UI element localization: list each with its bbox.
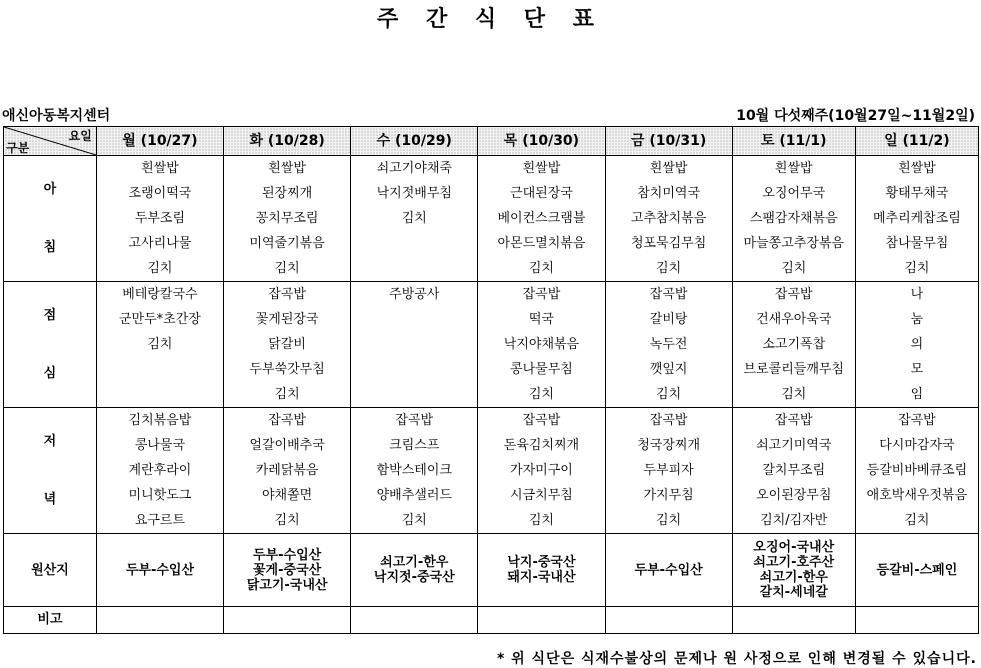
menu-row: [4, 408, 979, 434]
meal-label-top: 저: [43, 433, 57, 449]
menu-item: 김치/김자반: [732, 508, 855, 534]
menu-item: 콩나물국: [96, 433, 223, 458]
day-header: 월 (10/27): [96, 127, 223, 156]
menu-item: 떡국: [478, 307, 605, 332]
origin-line: 돼지-국내산: [507, 570, 576, 585]
center-name: 애신아동복지센터: [2, 108, 111, 124]
origin-row: [4, 534, 979, 607]
origin-line: 오징어-국내산: [753, 540, 835, 555]
menu-item: 두부피자: [605, 458, 732, 483]
menu-item: 고추참치볶음: [605, 206, 732, 231]
day-header: 목 (10/30): [478, 127, 605, 156]
note-cell: [732, 607, 855, 634]
menu-row: [4, 256, 979, 282]
menu-item: 미니핫도그: [96, 483, 223, 508]
note-cell: [224, 607, 351, 634]
corner-day-label: 요일: [68, 129, 92, 143]
menu-item: 눔: [855, 307, 978, 332]
origin-line: 갈치-세네갈: [759, 585, 828, 600]
menu-item: 가자미구이: [478, 458, 605, 483]
menu-item: 김치: [732, 256, 855, 282]
menu-item: 가지무침: [605, 483, 732, 508]
note-cell: [478, 607, 605, 634]
origin-line: 두부-수입산: [634, 562, 703, 578]
menu-item: 두부쑥갓무침: [224, 357, 351, 382]
menu-row: [4, 206, 979, 231]
menu-item: 주방공사: [351, 282, 478, 308]
menu-item: 다시마감자국: [855, 433, 978, 458]
day-header: 금 (10/31): [605, 127, 732, 156]
meal-label-top: 아: [43, 181, 57, 197]
day-header: 수 (10/29): [351, 127, 478, 156]
menu-row: [4, 508, 979, 534]
origin-line: 두부-수입산: [253, 547, 322, 563]
day-header: 토 (11/1): [732, 127, 855, 156]
note-cell: [351, 607, 478, 634]
menu-item: 의: [855, 332, 978, 357]
menu-item: 카레닭볶음: [224, 458, 351, 483]
note-cell: [605, 607, 732, 634]
menu-item: 황태무채국: [855, 181, 978, 206]
menu-item: 김치: [605, 256, 732, 282]
menu-item: 브로콜리들깨무침: [732, 357, 855, 382]
menu-item: 김치: [351, 206, 478, 231]
menu-item: 김치볶음밥: [96, 408, 223, 434]
origin-cell: [732, 534, 855, 607]
menu-item: 크림스프: [351, 433, 478, 458]
origin-cell: [478, 534, 605, 607]
menu-item: 함박스테이크: [351, 458, 478, 483]
menu-item: 베테랑칼국수: [96, 282, 223, 308]
menu-item: 쇠고기미역국: [732, 433, 855, 458]
menu-item: [96, 382, 223, 408]
menu-item: 군만두*초간장: [96, 307, 223, 332]
origin-line: 낙지-중국산: [507, 555, 576, 570]
week-label: 10월 다섯째주(10월27일~11월2일): [736, 108, 975, 124]
menu-row: [4, 357, 979, 382]
meal-label: [4, 408, 97, 534]
menu-item: 아몬드멸치볶음: [478, 231, 605, 256]
menu-row: [4, 307, 979, 332]
menu-item: 두부조림: [96, 206, 223, 231]
menu-row: [4, 231, 979, 256]
menu-item: 오이된장무침: [732, 483, 855, 508]
menu-item: [351, 382, 478, 408]
corner-category-label: 구분: [6, 141, 30, 155]
menu-item: 모: [855, 357, 978, 382]
meal-label: [4, 282, 97, 408]
menu-item: 잡곡밥: [605, 282, 732, 308]
menu-item: 스팸감자채볶음: [732, 206, 855, 231]
page-title: 주 간 식 단 표: [377, 7, 604, 32]
menu-item: 콩나물무침: [478, 357, 605, 382]
menu-item: 오징어무국: [732, 181, 855, 206]
header-row: [4, 127, 979, 156]
menu-item: 김치: [732, 382, 855, 408]
menu-item: 쇠고기야채죽: [351, 156, 478, 182]
origin-line: 두부-수입산: [125, 562, 195, 578]
menu-item: [96, 357, 223, 382]
menu-item: 흰쌀밥: [224, 156, 351, 182]
origin-line: 쇠고기-호주산: [753, 555, 835, 570]
menu-item: 베이컨스크램블: [478, 206, 605, 231]
origin-line: 낙지젓-중국산: [373, 570, 455, 585]
menu-row: [4, 483, 979, 508]
menu-item: 잡곡밥: [855, 408, 978, 434]
menu-item: [351, 256, 478, 282]
menu-item: 갈치무조림: [732, 458, 855, 483]
origin-cell: [96, 534, 223, 607]
origin-cell: [605, 534, 732, 607]
menu-item: 애호박새우젓볶음: [855, 483, 978, 508]
menu-item: 시금치무침: [478, 483, 605, 508]
menu-row: [4, 156, 979, 182]
menu-row: [4, 382, 979, 408]
menu-item: 흰쌀밥: [478, 156, 605, 182]
menu-item: 흰쌀밥: [732, 156, 855, 182]
menu-item: 꽃게된장국: [224, 307, 351, 332]
menu-item: [351, 307, 478, 332]
menu-item: 김치: [605, 508, 732, 534]
menu-item: 낙지젓배무침: [351, 181, 478, 206]
menu-item: 김치: [224, 382, 351, 408]
day-header: 일 (11/2): [855, 127, 978, 156]
menu-item: 흰쌀밥: [855, 156, 978, 182]
menu-row: [4, 332, 979, 357]
menu-item: 된장찌개: [224, 181, 351, 206]
note-cell: [855, 607, 978, 634]
menu-item: 돈육김치찌개: [478, 433, 605, 458]
menu-item: 잡곡밥: [224, 408, 351, 434]
menu-item: 계란후라이: [96, 458, 223, 483]
origin-cell: [224, 534, 351, 607]
menu-item: 메추리케찹조림: [855, 206, 978, 231]
origin-line: 쇠고기-한우: [380, 555, 449, 570]
menu-item: 얼갈이배추국: [224, 433, 351, 458]
menu-item: 요구르트: [96, 508, 223, 534]
menu-item: 녹두전: [605, 332, 732, 357]
menu-item: 잡곡밥: [478, 408, 605, 434]
menu-item: 낙지야채볶음: [478, 332, 605, 357]
menu-item: 닭갈비: [224, 332, 351, 357]
menu-item: 깻잎지: [605, 357, 732, 382]
note-cell: [96, 607, 223, 634]
meal-label-bottom: 침: [43, 239, 57, 255]
menu-row: [4, 458, 979, 483]
menu-item: 김치: [478, 382, 605, 408]
menu-item: 임: [855, 382, 978, 408]
menu-table: [3, 126, 979, 634]
menu-item: 김치: [96, 332, 223, 357]
menu-item: 청국장찌개: [605, 433, 732, 458]
menu-item: 갈비탕: [605, 307, 732, 332]
menu-item: 고사리나물: [96, 231, 223, 256]
menu-item: 김치: [605, 382, 732, 408]
menu-item: 마늘쫑고추장볶음: [732, 231, 855, 256]
menu-item: 미역줄기볶음: [224, 231, 351, 256]
menu-item: 잡곡밥: [732, 282, 855, 308]
meal-label-top: 점: [43, 307, 57, 323]
menu-item: [351, 231, 478, 256]
menu-item: 잡곡밥: [478, 282, 605, 308]
origin-line: 등갈비-스페인: [876, 562, 958, 578]
menu-item: 조랭이떡국: [96, 181, 223, 206]
menu-item: 건새우아욱국: [732, 307, 855, 332]
menu-item: 청포묵김무침: [605, 231, 732, 256]
menu-item: 김치: [224, 256, 351, 282]
origin-cell: [855, 534, 978, 607]
menu-item: 꽁치무조림: [224, 206, 351, 231]
meal-label: [4, 156, 97, 282]
origin-line: 쇠고기-한우: [759, 570, 828, 585]
footer-note: * 위 식단은 식재수불상의 문제나 원 사정으로 인해 변경될 수 있습니다.: [496, 651, 977, 667]
menu-item: 소고기폭찹: [732, 332, 855, 357]
menu-item: 김치: [224, 508, 351, 534]
menu-item: 참치미역국: [605, 181, 732, 206]
menu-item: 김치: [478, 256, 605, 282]
origin-line: 꽃게-중국산: [253, 562, 322, 578]
note-label: 비고: [4, 607, 97, 634]
meal-label-bottom: 심: [43, 365, 57, 381]
menu-item: [351, 332, 478, 357]
note-row: [4, 607, 979, 634]
menu-item: [351, 357, 478, 382]
menu-item: 흰쌀밥: [96, 156, 223, 182]
menu-item: 잡곡밥: [351, 408, 478, 434]
menu-item: 흰쌀밥: [605, 156, 732, 182]
meal-label-bottom: 녁: [43, 491, 57, 507]
menu-item: 잡곡밥: [224, 282, 351, 308]
menu-row: [4, 282, 979, 308]
menu-item: 김치: [478, 508, 605, 534]
menu-item: 참나물무침: [855, 231, 978, 256]
menu-item: 야채쫄면: [224, 483, 351, 508]
origin-line: 닭고기-국내산: [246, 577, 328, 593]
menu-item: 나: [855, 282, 978, 308]
menu-item: 잡곡밥: [605, 408, 732, 434]
menu-item: 근대된장국: [478, 181, 605, 206]
origin-cell: [351, 534, 478, 607]
corner-cell: [4, 127, 97, 156]
menu-row: [4, 433, 979, 458]
menu-item: 잡곡밥: [732, 408, 855, 434]
menu-row: [4, 181, 979, 206]
menu-item: 김치: [855, 256, 978, 282]
menu-item: 김치: [96, 256, 223, 282]
menu-item: 김치: [351, 508, 478, 534]
menu-item: 등갈비바베큐조림: [855, 458, 978, 483]
day-header: 화 (10/28): [224, 127, 351, 156]
origin-label: 원산지: [4, 534, 97, 607]
menu-item: 김치: [855, 508, 978, 534]
menu-item: 양배추샐러드: [351, 483, 478, 508]
